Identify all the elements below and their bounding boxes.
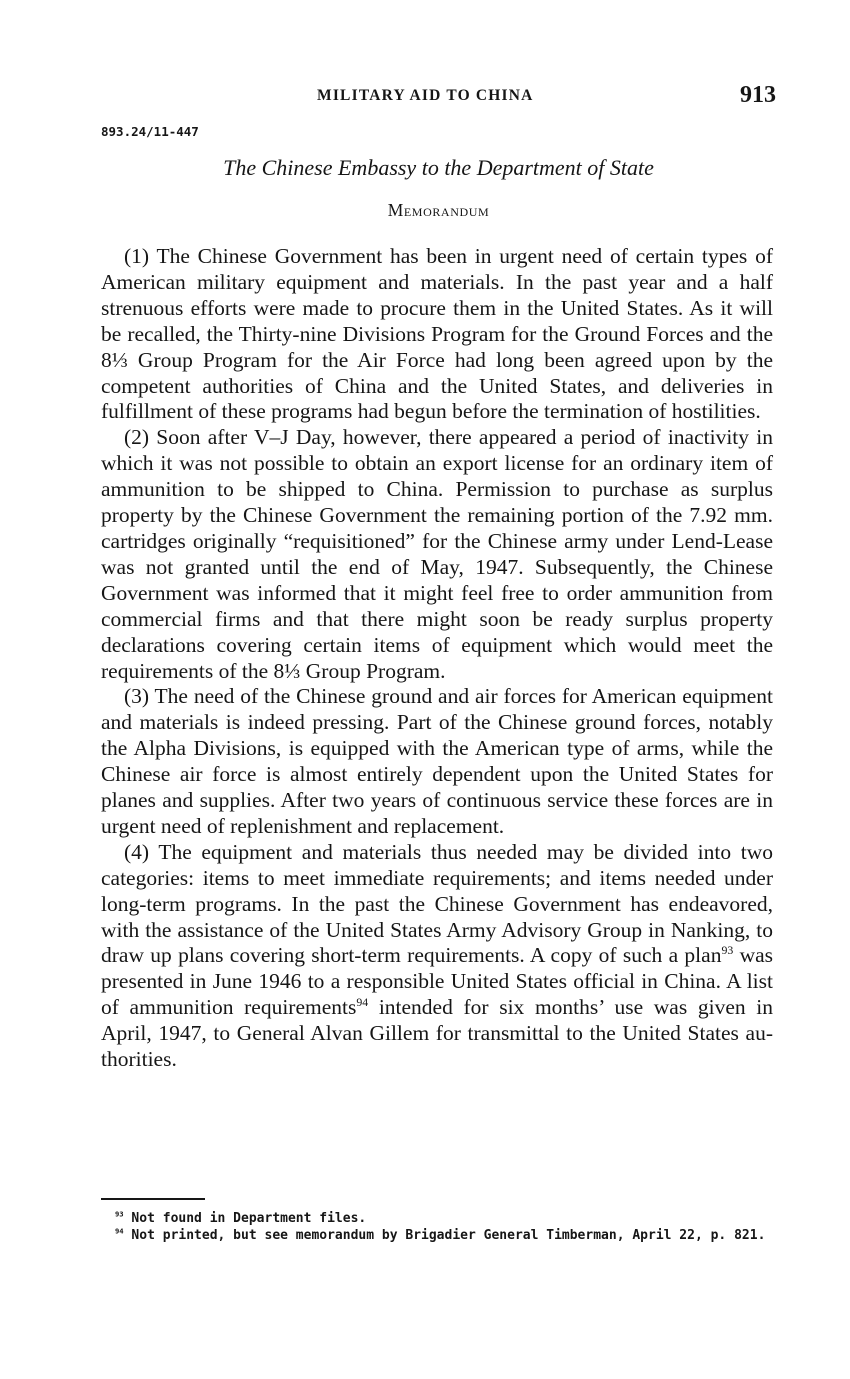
footnotes (101, 1210, 773, 1244)
footnote-divider (101, 1198, 205, 1200)
paragraph (101, 840, 773, 1073)
paragraph-text: intended for six months’ use was given in April, 1947, to General Alvan Gillem for transmittal to the United States authorities. (101, 995, 774, 1072)
footnote-number: 93 (115, 1209, 124, 1219)
paragraph-text: (3) The need of the Chinese ground and air forces for American equipment and materials is indeed pressing. Part of the Chinese ground forces, notably the Alpha Divisions, is equipped with the American type of arms, while the Chinese air force is almost entirely dependent upon the United States for planes and supplies. After two years of continuous service these forces are in urgent need of replenishment and replacement. (101, 684, 773, 838)
paragraph (101, 684, 773, 839)
footnote (101, 1210, 773, 1227)
page-number: 913 (740, 82, 776, 108)
paragraph-text: (4) The equipment and materials thus needed may be divided into two categories: items to meet immediate requirements; and items needed under long-term programs. In the past the Chinese Government has endeavored, with the assistance of the United States Army Advisory Group in Nanking, to draw up plans covering short-term requirements. A copy of such a plan (101, 839, 773, 968)
footnote-reference: 94 (356, 995, 369, 1010)
footnote-text: Not printed, but see memorandum by Brigadier General Timberman, April 22, p. 821. (123, 1228, 766, 1243)
file-number: 893.24/11-447 (101, 124, 199, 139)
document-title: The Chinese Embassy to the Department of State (223, 155, 654, 180)
footnote-reference: 93 (721, 943, 734, 958)
running-title: MILITARY AID TO CHINA (317, 87, 534, 104)
paragraph (101, 244, 773, 425)
page-header (101, 82, 776, 110)
memorandum-body (101, 244, 773, 1073)
footnote-text: Not found in Department files. (123, 1211, 367, 1226)
paragraph (101, 425, 773, 684)
paragraph-text: (2) Soon after V–J Day, however, there appeared a period of inactivity in which it was not possible to obtain an export license for an ordinary item of ammunition to be shipped to China. Permission to purchase as surplus property by the Chinese Government the remaining portion of the 7.92 mm. cartridges originally “requisitioned” for the Chinese army under Lend-Lease was not granted until the end of May, 1947. Subsequently, the Chinese Government was informed that it might feel free to order ammunition from commercial firms and that there might soon be ready surplus property declarations covering certain items of equipment which would meet the requirements of the 8⅓ Group Program. (101, 425, 773, 683)
paragraph-text: (1) The Chinese Government has been in urgent need of certain types of American military equipment and materials. In the past year and a half strenuous efforts were made to procure them in the United States. As it will be recalled, the Thirty-nine Divisions Program for the Ground Forces and the 8⅓ Group Program for the Air Force had long been agreed upon by the competent authorities of China and the United States, and deliveries in fulfillment of these programs had begun before the termination of hostilities. (101, 244, 773, 424)
footnote (101, 1227, 773, 1244)
paragraph-text: was presented in June 1946 to a responsible United States official in China. A list of ammunition requirements (101, 943, 774, 1020)
document-subtitle: Memorandum (387, 200, 490, 220)
footnote-number: 94 (115, 1226, 124, 1236)
